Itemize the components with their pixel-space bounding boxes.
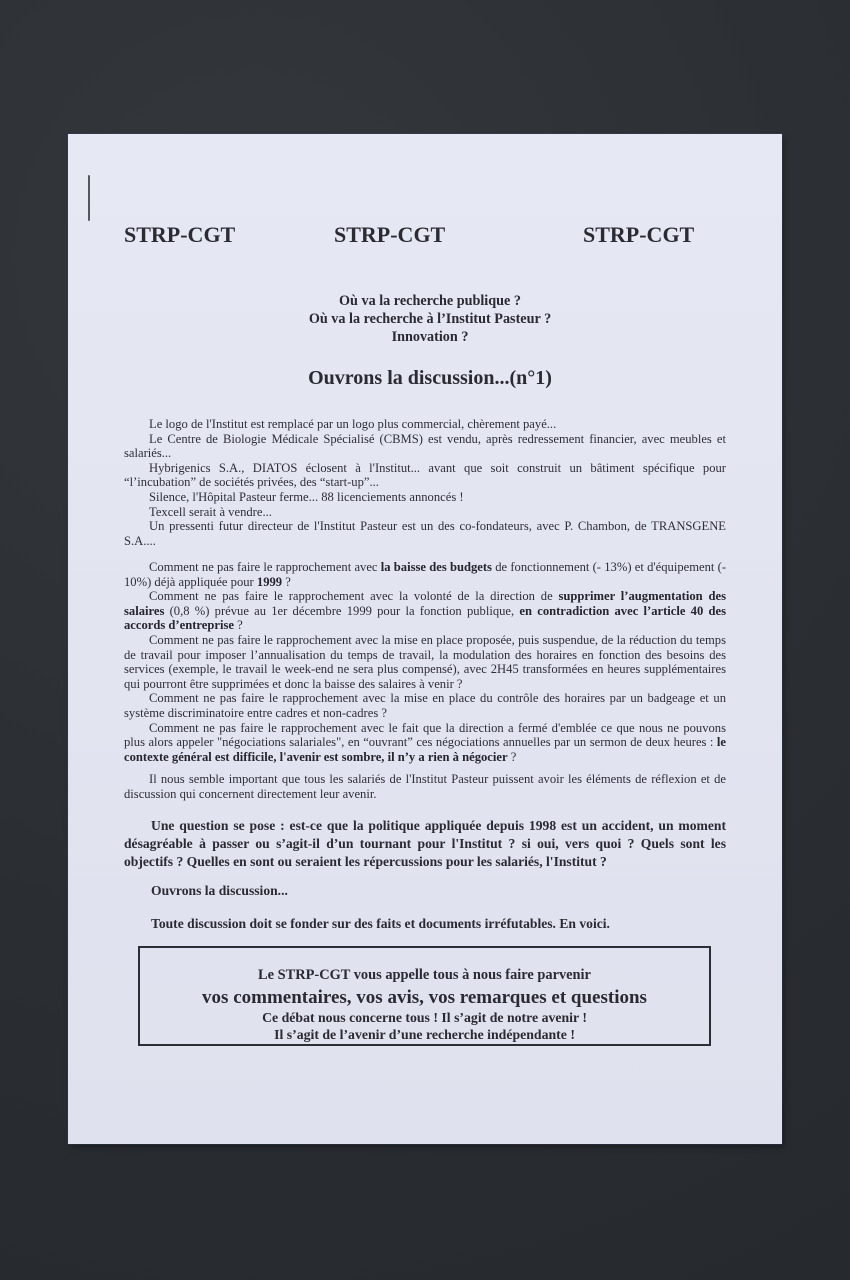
- text: (0,8 %) prévue au 1er décembre 1999 pour la fonction publique,: [164, 603, 520, 618]
- questions-list: [124, 560, 726, 764]
- emphasis: la baisse des budgets: [380, 560, 492, 574]
- text: ?: [282, 574, 291, 589]
- org-name-right: STRP-CGT: [583, 222, 695, 247]
- paragraph: Toute discussion doit se fonder sur des faits et documents irréfutables. En voici.: [151, 916, 610, 931]
- paragraph: Une question se pose : est-ce que la politique appliquée depuis 1998 est un accident, un moment désagréable à passer ou s’agit-il d’un tournant pour l'Institut ? si oui, vers quoi ? Quels sont les objectifs ? Quelles en sont ou seraient les répercussions pour les salariés, l'Institut ?: [124, 818, 726, 869]
- facts-list: [124, 417, 726, 548]
- org-name-left: STRP-CGT: [124, 222, 236, 247]
- text: ?: [233, 618, 243, 633]
- subtitle-line: Innovation ?: [391, 329, 469, 345]
- emphasis: le contexte général est difficile, l'avenir est sombre, il n’y a rien à négocier: [124, 735, 726, 764]
- fact-item: Hybrigenics S.A., DIATOS éclosent à l'Institut... avant que soit construit un bâtiment spécifique pour “l’incubation” de sociétés privées, des “start-up”...: [124, 460, 726, 490]
- question-item: [124, 721, 726, 765]
- callout-headline: vos commentaires, vos avis, vos remarques et questions: [202, 987, 647, 1008]
- text: Comment ne pas faire le rapprochement avec la volonté de la direction de: [149, 589, 559, 604]
- question-item: Comment ne pas faire le rapprochement avec la mise en place du contrôle des horaires par un badgeage et un système discriminatoire entre cadres et non-cadres ?: [124, 691, 726, 720]
- key-question-paragraph: [124, 817, 726, 871]
- text: ?: [507, 749, 517, 764]
- call-to-action-box: [138, 946, 711, 1046]
- open-discussion: [124, 882, 726, 900]
- subtitle-line: Où va la recherche à l’Institut Pasteur ?: [308, 311, 552, 327]
- text: Comment ne pas faire le rapprochement avec: [149, 560, 381, 574]
- fact-item: Un pressenti futur directeur de l'Institut Pasteur est un des co-fondateurs, avec P. Chambon, de TRANSGENE S.A....: [124, 519, 726, 548]
- page-title: Ouvrons la discussion...(n°1): [308, 367, 552, 389]
- paragraph: Il nous semble important que tous les salariés de l'Institut Pasteur puissent avoir les éléments de réflexion et de discussion qui concernent directement leur avenir.: [124, 772, 726, 801]
- subtitle-line: Où va la recherche publique ?: [339, 293, 521, 309]
- fact-item: Texcell serait à vendre...: [149, 504, 272, 519]
- letterhead: [124, 222, 704, 252]
- paragraph: Ouvrons la discussion...: [151, 883, 288, 898]
- question-item: Comment ne pas faire le rapprochement avec la mise en place proposée, puis suspendue, de la réduction du temps de travail pour imposer l’annualisation du temps de travail, la modulation des horaires en fonction des besoins des services (exemple, le travail le week-end ne sera plus compensé), avec 2H45 transformées en heures supplémentaires qui pourront être supprimées et donc la baisse des salaires à venir ?: [124, 632, 726, 691]
- importance-paragraph: [124, 772, 726, 801]
- question-item: [124, 589, 726, 633]
- emphasis: en contradiction avec l’article 40 des accords d’entreprise: [124, 603, 726, 633]
- org-name-center: STRP-CGT: [334, 222, 446, 247]
- fact-item: Le logo de l'Institut est remplacé par un logo plus commercial, chèrement payé...: [149, 417, 557, 431]
- fact-item: Silence, l'Hôpital Pasteur ferme... 88 licenciements annoncés !: [149, 489, 464, 504]
- emphasis: 1999: [256, 574, 283, 589]
- callout-line: Ce débat nous concerne tous ! Il s’agit de notre avenir !: [262, 1010, 587, 1025]
- text: de fonctionnement (- 13%) et d'équipement (- 10%) déjà appliquée pour: [124, 560, 727, 589]
- subtitle: [120, 292, 740, 346]
- callout-line: Il s’agit de l’avenir d’une recherche indépendante !: [274, 1027, 575, 1042]
- fact-item: Le Centre de Biologie Médicale Spécialisé (CBMS) est vendu, après redressement financier, avec meubles et salariés...: [124, 431, 726, 461]
- facts-intro: [124, 915, 726, 933]
- text: Comment ne pas faire le rapprochement avec le fait que la direction a fermé d'emblée ce que nous ne pouvons plus alors appeler "négociations salariales", en “ouvrant” ces négociations annuelles par un sermon de deux heures :: [124, 720, 726, 750]
- callout-line: Le STRP-CGT vous appelle tous à nous faire parvenir: [258, 967, 591, 983]
- staple: [88, 175, 90, 221]
- question-item: [124, 560, 726, 589]
- emphasis: supprimer l’augmentation des salaires: [124, 589, 726, 618]
